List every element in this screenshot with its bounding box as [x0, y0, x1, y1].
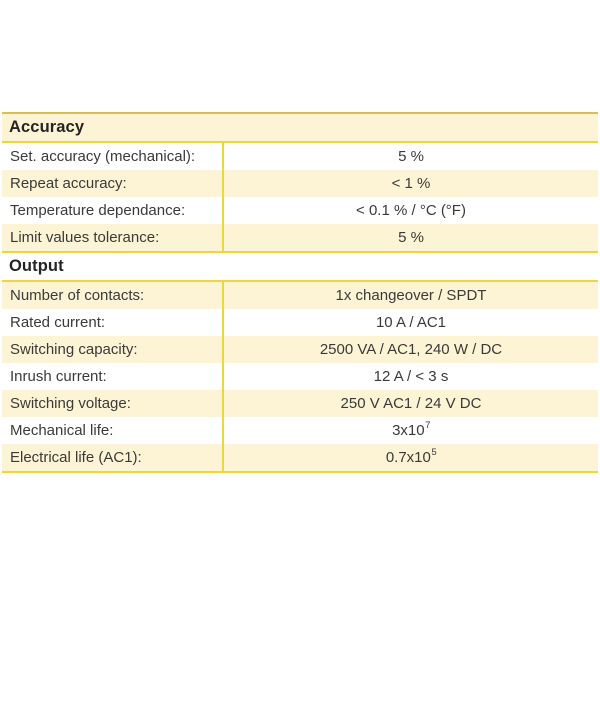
table-row [2, 309, 598, 336]
spec-value-exponent: 7 [425, 420, 431, 431]
spec-label: Electrical life (AC1): [10, 449, 142, 466]
section-header-output: Output [2, 251, 598, 282]
table-row [2, 170, 598, 197]
spec-value: 5 % [222, 143, 598, 170]
spec-label: Switching capacity: [10, 341, 138, 358]
spec-label: Set. accuracy (mechanical): [10, 148, 196, 165]
spec-label: Inrush current: [10, 368, 107, 385]
spec-value [222, 444, 598, 471]
spec-value-base: 0.7x10 [385, 449, 431, 466]
table-row [2, 390, 598, 417]
spec-value [222, 417, 598, 444]
table-row [2, 336, 598, 363]
spec-label: Number of contacts: [10, 287, 145, 304]
table-row [2, 282, 598, 309]
spec-label: Switching voltage: [10, 395, 131, 412]
section-header-accuracy: Accuracy [2, 114, 598, 143]
spec-value-base: 3x10 [392, 422, 425, 439]
table-row [2, 224, 598, 251]
spec-value: 10 A / AC1 [222, 309, 598, 336]
spec-label: Temperature dependance: [10, 202, 186, 219]
spec-table [2, 112, 598, 473]
spec-value: < 0.1 % / °C (°F) [222, 197, 598, 224]
table-row [2, 363, 598, 390]
table-row [2, 444, 598, 471]
table-row [2, 143, 598, 170]
spec-value: 250 V AC1 / 24 V DC [222, 390, 598, 417]
spec-value-exponent: 5 [431, 447, 437, 458]
spec-label: Repeat accuracy: [10, 175, 127, 192]
spec-value: 1x changeover / SPDT [222, 282, 598, 309]
spec-label: Mechanical life: [10, 422, 114, 439]
spec-value: 12 A / < 3 s [222, 363, 598, 390]
table-row [2, 197, 598, 224]
spec-value: 5 % [222, 224, 598, 251]
spec-value: < 1 % [222, 170, 598, 197]
table-row [2, 417, 598, 444]
spec-label: Rated current: [10, 314, 106, 331]
spec-label: Limit values tolerance: [10, 229, 160, 246]
spec-value: 2500 VA / AC1, 240 W / DC [222, 336, 598, 363]
